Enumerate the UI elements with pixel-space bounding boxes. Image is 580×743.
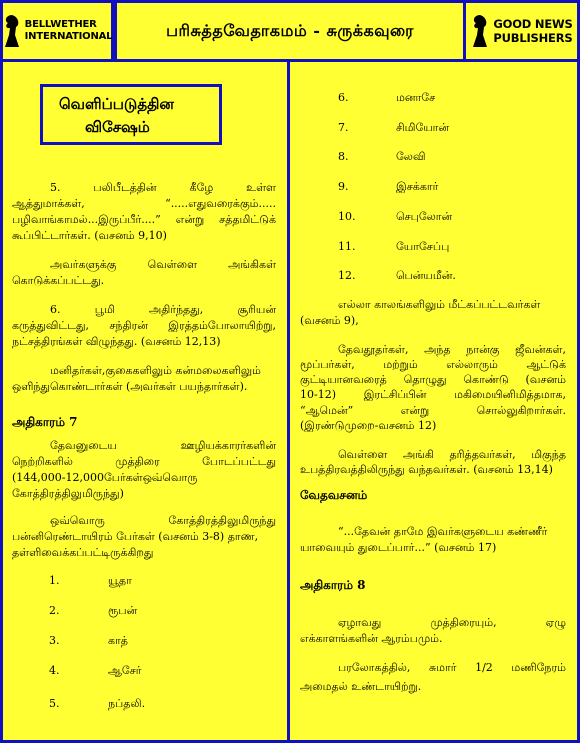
left-list-name-3: காத் bbox=[108, 634, 128, 647]
left-p5-line2: ஆத்துமாக்கள், “.....எதுவரைக்கும்..... bbox=[12, 197, 276, 210]
right-list-num-8: 8. bbox=[338, 150, 349, 163]
right-list-name-11: யோசேப்பு bbox=[396, 240, 450, 253]
left-list-name-1: யூதா bbox=[108, 574, 132, 587]
left-list-num-5: 5. bbox=[49, 697, 60, 710]
right-c8-line4: அமைதல் உண்டாயிற்று. bbox=[300, 680, 422, 693]
left-list-name-4: ஆசேர் bbox=[108, 664, 142, 677]
right-list-num-10: 10. bbox=[338, 210, 356, 223]
chapter-7-heading: அதிகாரம் 7 bbox=[12, 415, 78, 429]
right-list-name-6: மனாசே bbox=[396, 91, 436, 104]
left-logo-line2: INTERNATIONAL bbox=[24, 31, 113, 42]
title-box bbox=[114, 0, 466, 62]
right-verse-line1: “...தேவன் தாமே இவர்களுடைய கண்ணீர் bbox=[338, 525, 548, 538]
left-p6-line1: 6. பூமி அதிர்ந்தது, சூரியன் bbox=[50, 303, 276, 316]
right-angels-line1: தேவதூதர்கள், அந்த நான்கு ஜீவன்கள், bbox=[338, 343, 566, 356]
section-title-box bbox=[40, 84, 222, 145]
right-list-name-12: பென்யமீன். bbox=[396, 269, 456, 282]
right-logo-line1: GOOD NEWS bbox=[493, 17, 573, 31]
left-hide-line1: மனிதர்கள்,குகைகளிலும் கன்மலைகளிலும் bbox=[50, 364, 261, 377]
left-list-name-5: நப்தலி. bbox=[108, 697, 146, 710]
right-angels-line6: (இரண்டுமுறை-வசனம் 12) bbox=[300, 419, 437, 432]
right-c8-line1: ஏழாவது முத்திரையும், ஏழு bbox=[338, 616, 566, 629]
left-p5-line3: பழிவாங்காமல்...இருப்பீர்....” என்று சத்தமிட்டுக் bbox=[12, 213, 276, 226]
left-c7-line3: (144,000-12,000பேர்கள்ஒவ்வொரு bbox=[12, 471, 198, 484]
right-saved-line1: எல்லா காலங்களிலும் மீட்கப்பட்டவர்கள் bbox=[338, 298, 541, 311]
ram-logo-icon bbox=[470, 13, 490, 49]
right-white-line2: உபத்திரவத்திலிருந்து வந்தவர்கள். (வசனம் 13,14) bbox=[300, 463, 553, 476]
left-hide-line2: ஒளிந்துகொண்டார்கள் (அவர்கள் பயந்தார்கள்). bbox=[12, 380, 248, 393]
right-saved-line2: (வசனம் 9), bbox=[300, 314, 359, 327]
left-tribe-line2: பன்னிரெண்டாயிரம் பேர்கள் (வசனம் 3-8) தாண, bbox=[12, 530, 259, 543]
left-c7-line2: நெற்றிகளில் முத்திரை போடப்பட்டது bbox=[12, 455, 276, 468]
right-c8-line3: பரலோகத்தில், சுமார் 1/2 மணிநேரம் bbox=[338, 661, 566, 674]
left-list-num-4: 4. bbox=[49, 664, 60, 677]
left-tribe-line1: ஒவ்வொரு கோத்திரத்திலுமிருந்து bbox=[50, 514, 276, 527]
right-verse-line2: யாவையும் துடைப்பார்...” (வசனம் 17) bbox=[300, 541, 497, 554]
left-logo-box bbox=[0, 0, 114, 62]
left-logo-line1: BELLWETHER bbox=[24, 19, 97, 30]
right-list-num-6: 6. bbox=[338, 91, 349, 104]
column-divider bbox=[287, 62, 290, 743]
verse-heading: வேதவசனம் bbox=[300, 488, 368, 502]
left-c7-line1: தேவனுடைய ஊழியக்காரர்களின் bbox=[50, 439, 276, 452]
left-p5-line4: கூப்பிட்டார்கள். (வசனம் 9,10) bbox=[12, 229, 167, 242]
right-list-name-8: லேவி bbox=[396, 150, 426, 163]
left-list-num-1: 1. bbox=[49, 574, 60, 587]
left-p6-line3: நட்சத்திரங்கள் விழுந்தது. (வசனம் 12,13) bbox=[12, 335, 221, 348]
right-list-num-7: 7. bbox=[338, 121, 349, 134]
left-tribe-line3: தள்ளிவைக்கப்பட்டிருக்கிறது bbox=[12, 546, 154, 559]
good-news-logo bbox=[470, 13, 572, 49]
bellwether-logo bbox=[2, 13, 113, 49]
right-logo-line2: PUBLISHERS bbox=[493, 31, 573, 45]
right-angels-line3: குட்டியானவரைத் தொழுது கொண்டு (வசனம் bbox=[300, 373, 566, 386]
page-title: பரிசுத்தவேதாகமம் - சுருக்கவுரை bbox=[166, 20, 414, 40]
chapter-8-heading: அதிகாரம் 8 bbox=[300, 578, 366, 592]
left-list-num-2: 2. bbox=[49, 604, 60, 617]
left-robes-line1: அவர்களுக்கு வெள்ளை அங்கிகள் bbox=[50, 258, 276, 271]
left-c7-line4: கோத்திரத்திலுமிருந்து) bbox=[12, 487, 124, 500]
right-list-num-9: 9. bbox=[338, 180, 349, 193]
right-angels-line5: “ஆமென்” என்று சொல்லுகிறார்கள். bbox=[300, 404, 566, 417]
ram-logo-icon bbox=[2, 13, 22, 49]
right-list-name-7: சிமியோன் bbox=[396, 121, 450, 134]
left-robes-line2: கொடுக்கப்பட்டது. bbox=[12, 274, 105, 287]
right-angels-line2: மூப்பர்கள், மற்றும் எல்லாரும் ஆட்டுக் bbox=[300, 358, 566, 371]
section-title-line2: விசேஷம் bbox=[85, 118, 150, 136]
right-list-name-9: இசக்கார் bbox=[396, 180, 439, 193]
left-p6-line2: கருத்துவிட்டது, சந்திரன் இரத்தம்போலாயிற்று, bbox=[12, 319, 276, 332]
left-list-name-2: ரூபன் bbox=[108, 604, 138, 617]
right-list-num-12: 12. bbox=[338, 269, 356, 282]
left-p5-line1: 5. பலிபீடத்தின் கீழே உள்ள bbox=[50, 181, 276, 194]
right-white-line1: வெள்ளை அங்கி தரித்தவர்கள், மிகுந்த bbox=[338, 448, 566, 461]
section-title-line1: வெளிப்படுத்தின bbox=[59, 95, 174, 113]
right-logo-box bbox=[463, 0, 580, 62]
right-angels-line4: 10-12) இரட்சிப்பின் மகிமையினிமித்தமாக, bbox=[300, 388, 566, 401]
left-list-num-3: 3. bbox=[49, 634, 60, 647]
right-c8-line2: எக்காளங்களின் ஆரம்பமும். bbox=[300, 632, 443, 645]
right-list-num-11: 11. bbox=[338, 240, 356, 253]
right-list-name-10: செபுலோன் bbox=[396, 210, 453, 223]
